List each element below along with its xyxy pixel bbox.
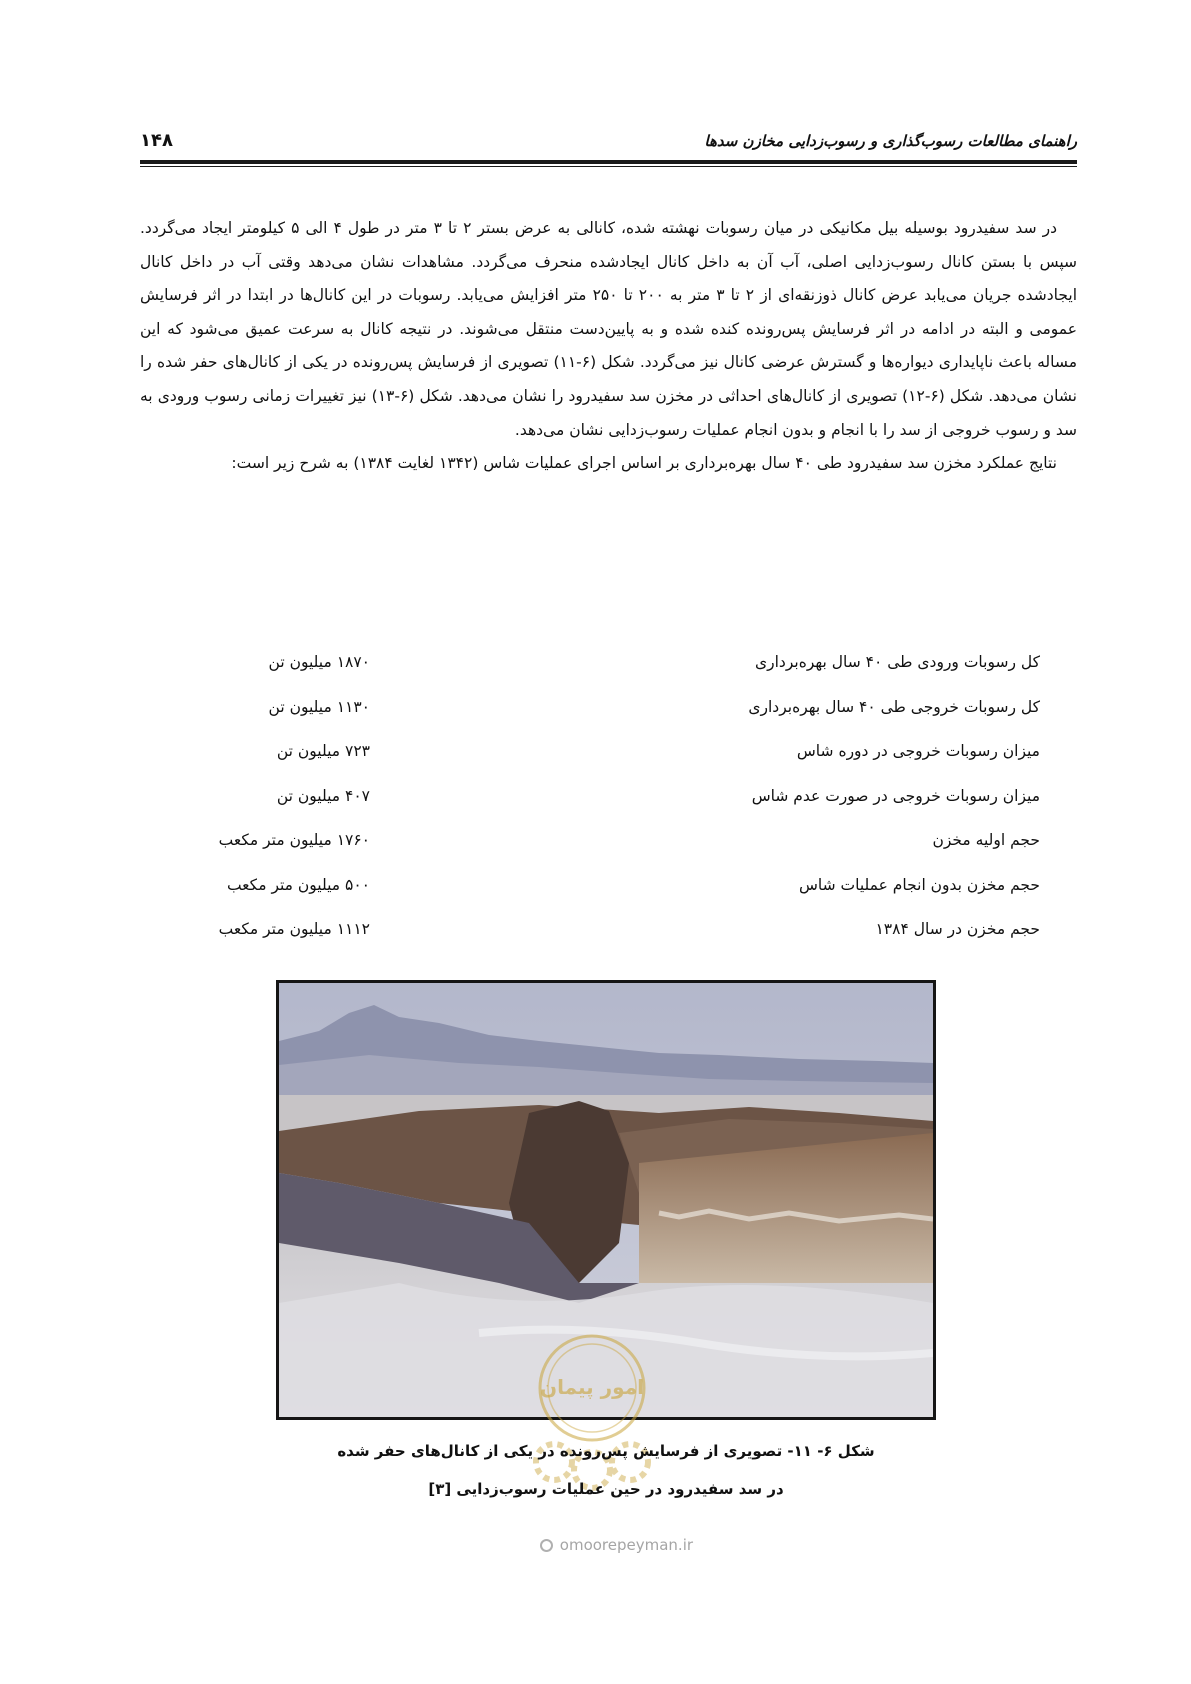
header-rule <box>140 160 1077 164</box>
stat-row <box>140 781 1060 826</box>
stat-value: ۷۲۳ میلیون تن <box>276 742 370 760</box>
stat-label: میزان رسوبات خروجی در صورت عدم شاس <box>751 786 1040 805</box>
watermark-site <box>540 1536 693 1554</box>
watermark-site-text: omoorepeyman.ir <box>559 1536 694 1554</box>
figure-photo <box>276 980 936 1420</box>
stat-label: کل رسوبات خروجی طی ۴۰ سال بهره‌برداری <box>748 697 1040 716</box>
erosion-photo-illustration <box>279 983 933 1417</box>
stat-row <box>140 647 1060 692</box>
stat-row <box>140 692 1060 737</box>
figure-caption-line1: شکل ۶- ۱۱- تصویری از فرسایش پس‌رونده در یکی از کانال‌های حفر شده <box>337 1442 875 1460</box>
stat-value: ۱۱۱۲ میلیون متر مکعب <box>218 920 370 938</box>
stats-list <box>140 647 1060 959</box>
stat-row <box>140 825 1060 870</box>
page-header <box>140 124 1077 164</box>
figure-caption-line2: در سد سفیدرود در حین عملیات رسوب‌زدایی [۳] <box>428 1480 784 1498</box>
paragraph: در سد سفیدرود بوسیله بیل مکانیکی در میان رسوبات نهشته شده، کانالی به عرض بستر ۲ تا ۳ متر در طول ۴ الی ۵ کیلومتر ایجاد می‌گردد. سپس با بستن کانال رسوب‌زدایی اصلی، آب آن به داخل کانال ایجادشده منحرف می‌گردد. مشاهدات نشان می‌دهد وقتی آب در داخل کانال ایجادشده جریان می‌یابد عرض کانال ذوزنقه‌ای از ۲ تا ۳ متر به ۲۰۰ تا ۲۵۰ متر افزایش می‌یابد. رسوبات در این کانال‌ها در ابتدا در اثر فرسایش عمومی و البته در ادامه در اثر فرسایش پس‌رونده کنده شده و به پایین‌دست منتقل می‌شوند. در نتیجه کانال به سرعت عمیق می‌شود که این مساله باعث ناپایداری دیواره‌ها و گسترش عرضی کانال نیز می‌گردد. شکل (۶-۱۱) تصویری از فرسایش پس‌رونده در یکی از کانال‌های حفر شده را نشان می‌دهد. شکل (۶-۱۲) تصویری از کانال‌های احداثی در مخزن سد سفیدرود را نشان می‌دهد. شکل (۶-۱۳) نیز تغییرات زمانی رسوب ورودی به سد و رسوب خروجی از سد را با انجام و بدون انجام عملیات رسوب‌زدایی نشان می‌دهد. <box>140 219 1078 439</box>
header-title: راهنمای مطالعات رسوب‌گذاری و رسوب‌زدایی مخازن سدها <box>704 132 1077 150</box>
body-text <box>140 212 1077 481</box>
stat-row <box>140 870 1060 915</box>
paragraph: نتایج عملکرد مخزن سد سفیدرود طی ۴۰ سال بهره‌برداری بر اساس اجرای عملیات شاس (۱۳۴۲ لغایت ۱۳۸۴) به شرح زیر است: <box>231 454 1057 473</box>
page-number: ۱۴۸ <box>140 130 173 151</box>
stat-row <box>140 736 1060 781</box>
stat-value: ۵۰۰ میلیون متر مکعب <box>226 875 370 894</box>
stat-value: ۱۱۳۰ میلیون تن <box>268 697 370 716</box>
stat-value: ۱۷۶۰ میلیون متر مکعب <box>218 831 370 849</box>
header-rule-thin <box>140 166 1077 167</box>
stat-label: حجم اولیه مخزن <box>932 831 1040 849</box>
stat-row <box>140 914 1060 959</box>
stat-value: ۴۰۷ میلیون تن <box>276 786 370 805</box>
stat-label: حجم مخزن بدون انجام عملیات شاس <box>798 875 1040 894</box>
stat-value: ۱۸۷۰ میلیون تن <box>268 653 370 671</box>
stat-label: کل رسوبات ورودی طی ۴۰ سال بهره‌برداری <box>755 653 1040 671</box>
stat-label: میزان رسوبات خروجی در دوره شاس <box>796 742 1040 760</box>
watermark-logo-text: امور پیمان <box>540 1375 644 1399</box>
at-icon <box>540 1539 553 1552</box>
stat-label: حجم مخزن در سال ۱۳۸۴ <box>875 920 1040 938</box>
